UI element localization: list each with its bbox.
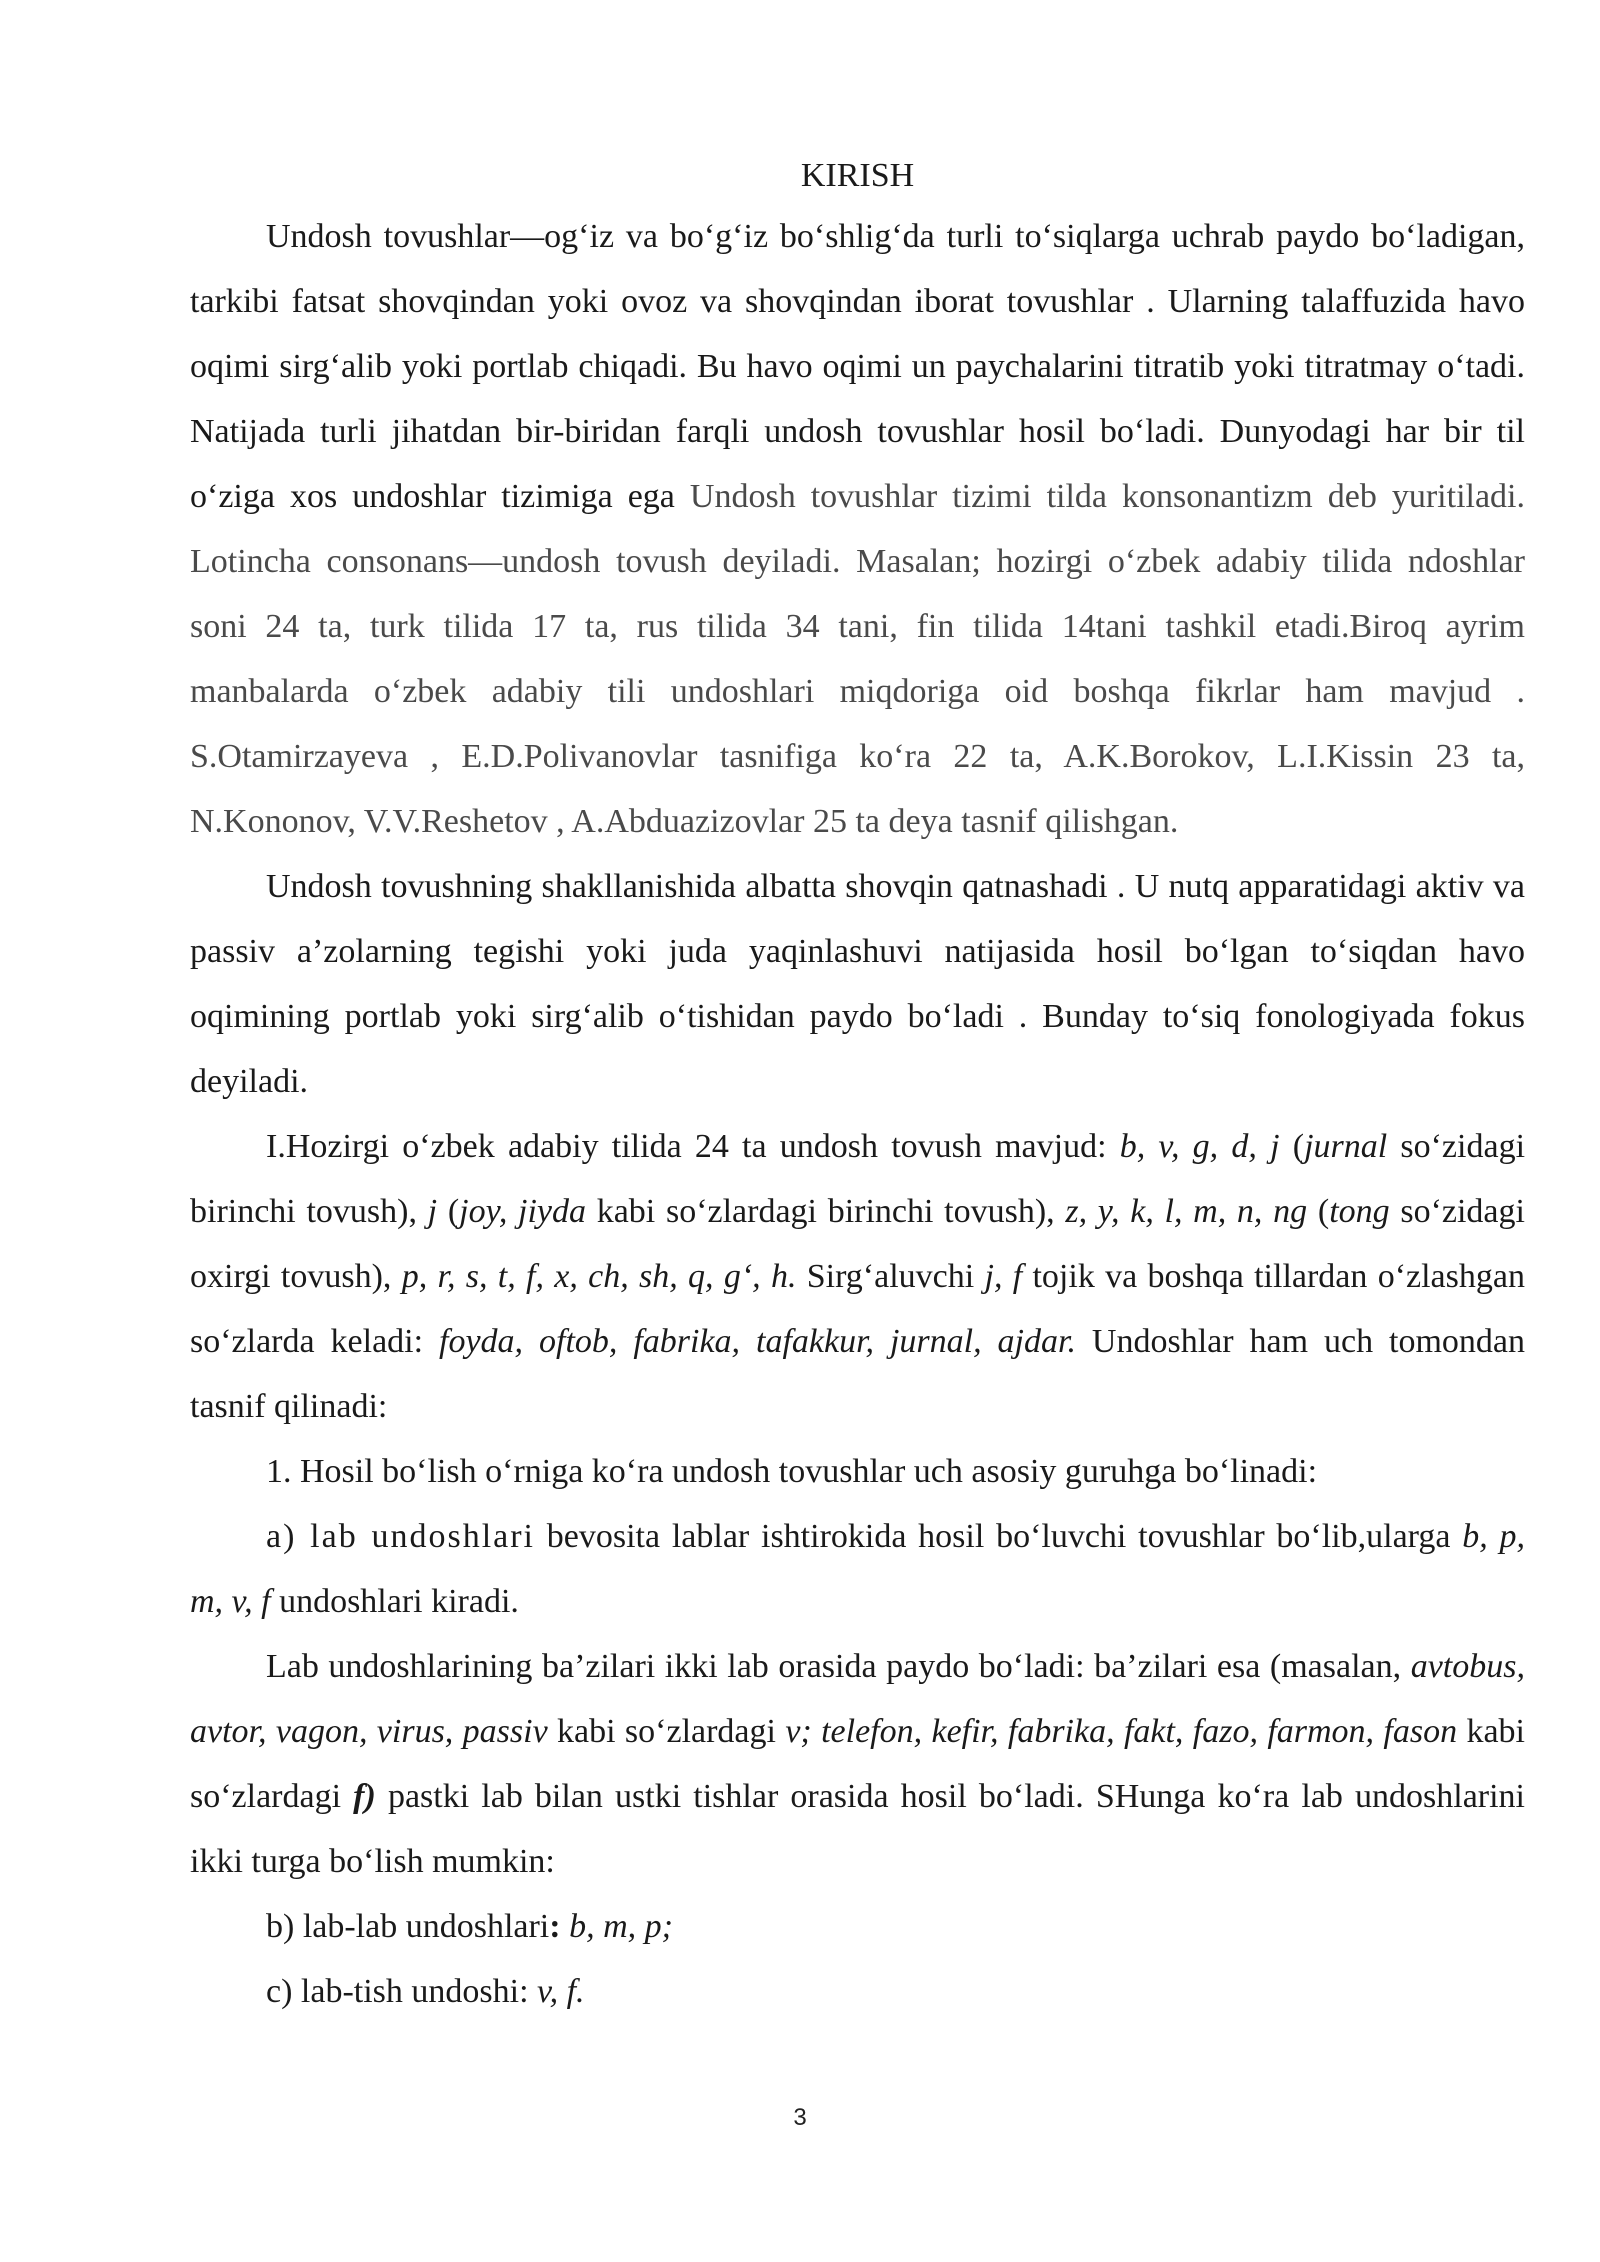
list-item-lab-lab bbox=[190, 1894, 1525, 1959]
text-run: Sirg‘aluvchi bbox=[796, 1258, 985, 1295]
text-run: b) lab-lab undoshlari bbox=[266, 1908, 550, 1945]
italic-run: v; telefon, kefir, fabrika, fakt, fazo, farmon, fason bbox=[785, 1713, 1458, 1750]
text-run: pastki lab bilan ustki tishlar orasida hosil bo‘ladi. SHunga ko‘ra lab undoshlarini ikki turga bo‘lish mumkin: bbox=[190, 1778, 1526, 1880]
italic-run: b, m, p; bbox=[569, 1908, 673, 1945]
text-run: tojik va boshqa tillardan o‘zlashgan so‘zlarda keladi: bbox=[190, 1258, 1525, 1360]
paragraph-intro bbox=[190, 204, 1525, 854]
text-run: I.Hozirgi o‘zbek adabiy tilida 24 ta undosh tovush mavjud: bbox=[266, 1128, 1120, 1165]
page-title: KIRISH bbox=[800, 157, 915, 194]
paragraph-lab-details bbox=[190, 1634, 1525, 1894]
text-run: undoshlari kiradi. bbox=[270, 1583, 519, 1620]
italic-run: j, f bbox=[984, 1258, 1023, 1295]
text-run: kabi so‘zlardagi birinchi tovush), bbox=[586, 1193, 1066, 1230]
italic-run: z, y, k, l, m, n, ng bbox=[1065, 1193, 1308, 1230]
text-run: : bbox=[549, 1908, 570, 1945]
italic-run: avtobus, avtor, vagon, virus, passiv bbox=[190, 1648, 1525, 1750]
paragraph-consonant-list bbox=[190, 1114, 1525, 1439]
italic-run: b, v, g, d, j bbox=[1119, 1128, 1280, 1165]
text-run: Lab undoshlarining ba’zilari ikki lab orasida paydo bo‘ladi: ba’zilari esa (masalan, bbox=[266, 1648, 1411, 1685]
paragraph-formation: Undosh tovushning shakllanishida albatta shovqin qatnashadi . U nutq apparatidagi aktiv va passiv a’zolarning tegishi yoki juda yaqinlashuvi natijasida hosil bo‘lgan to‘siqdan havo oqimining portlab yoki sirg‘alib o‘tishidan paydo bo‘ladi . Bunday to‘siq fonologiyada fokus deyiladi. bbox=[190, 868, 1525, 1100]
italic-run: v, f. bbox=[537, 1973, 585, 2010]
text-run: ( bbox=[1279, 1128, 1305, 1165]
paragraph-intro-text: Undosh tovushlar—og‘iz va bo‘g‘iz bo‘shlig‘da turli to‘siqlarga uchrab paydo bo‘ladigan, tarkibi fatsat shovqindan yoki ovoz va shovqindan iborat tovushlar . Ularning talaffuzida havo oqimi sirg‘alib yoki portlab chiqadi. Bu havo oqimi un paychalarini titratib yoki titratmay o‘tadi. Natijada turli jihatdan bir-biridan farqli undosh tovushlar hosil bo‘ladi. Dunyodagi har bir til o‘ziga xos undoshlar tizimiga ega bbox=[190, 218, 1525, 515]
italic-run: b, p, m, v, f bbox=[190, 1518, 1525, 1620]
term-label: a) lab undoshlari bbox=[266, 1518, 536, 1555]
text-run: c) lab-tish undoshi: bbox=[266, 1973, 538, 2010]
italic-run: joy, jiyda bbox=[459, 1193, 587, 1230]
italic-run: f) bbox=[353, 1778, 376, 1815]
italic-run: tong bbox=[1329, 1193, 1390, 1230]
italic-run: j bbox=[427, 1193, 438, 1230]
text-run: ( bbox=[437, 1193, 460, 1230]
list-item-lab-tish bbox=[190, 1959, 1525, 2024]
text-run: Undoshlar ham uch tomondan tasnif qilinadi: bbox=[190, 1323, 1526, 1425]
paragraph-intro-continuation: Undosh tovushlar tizimi tilda konsonantizm deb yuritiladi. Lotincha consonans—undosh tovush deyiladi. Masalan; hozirgi o‘zbek adabiy tilida ndoshlar soni 24 ta, turk tilida 17 ta, rus tilida 34 tani, fin tilida 14tani tashkil etadi.Biroq ayrim manbalarda o‘zbek adabiy tili undoshlari miqdoriga oid boshqa fikrlar ham mavjud . S.Otamirzayeva , E.D.Polivanovlar tasnifiga ko‘ra 22 ta, A.K.Borokov, L.I.Kissin 23 ta, N.Kononov, V.V.Reshetov , A.Abduazizovlar 25 ta deya tasnif qilishgan. bbox=[190, 478, 1526, 840]
italic-run: jurnal bbox=[1304, 1128, 1388, 1165]
text-run: kabi so‘zlardagi bbox=[190, 1713, 1525, 1815]
text-run: bevosita lablar ishtirokida hosil bo‘luvchi tovushlar bo‘lib,ularga bbox=[535, 1518, 1463, 1555]
text-run: so‘zidagi oxirgi tovush), bbox=[190, 1193, 1525, 1295]
text-run: kabi so‘zlardagi bbox=[547, 1713, 786, 1750]
paragraph-classification: 1. Hosil bo‘lish o‘rniga ko‘ra undosh tovushlar uch asosiy guruhga bo‘linadi: bbox=[266, 1453, 1318, 1490]
text-run: so‘zidagi birinchi tovush), bbox=[190, 1128, 1526, 1230]
paragraph-lab-undoshlari bbox=[190, 1504, 1525, 1634]
page-number: 3 bbox=[793, 2104, 807, 2131]
text-run: ( bbox=[1307, 1193, 1330, 1230]
document-page bbox=[190, 148, 1525, 2024]
italic-run: p, r, s, t, f, x, ch, sh, q, g‘, h. bbox=[401, 1258, 797, 1295]
italic-run: foyda, oftob, fabrika, tafakkur, jurnal, ajdar. bbox=[439, 1323, 1076, 1360]
